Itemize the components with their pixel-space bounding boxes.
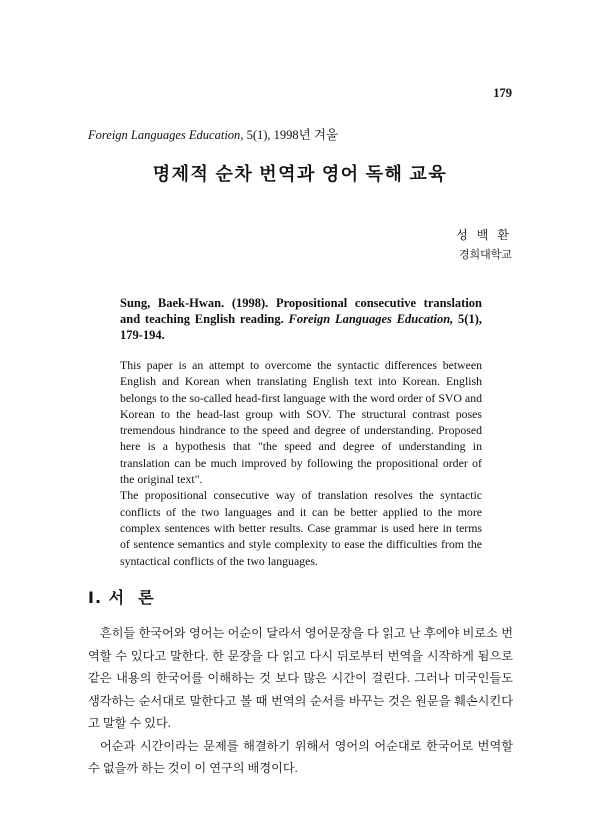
journal-name: Foreign Languages Education	[88, 128, 241, 142]
body-text	[88, 622, 513, 780]
paper-title: 명제적 순차 번역과 영어 독해 교육	[152, 164, 448, 184]
citation-journal: Foreign Languages Education,	[288, 312, 454, 326]
journal-volume-issue: , 5(1), 1998년 겨울	[240, 128, 338, 142]
section-title-part: 서	[108, 588, 139, 607]
section-title-part: 론	[138, 588, 155, 607]
abstract	[120, 357, 482, 569]
citation-prefix: Sung, Baek-Hwan. (1998). Propositional consecutive translation and teaching English reading.	[120, 296, 482, 326]
body-paragraph: 어순과 시간이라는 문제를 해결하기 위해서 영어의 어순대로 한국어로 번역할 수 없을까 하는 것이 이 연구의 배경이다.	[88, 738, 513, 775]
abstract-paragraph: This paper is an attempt to overcome the syntactic differences between English and Korean when translating English text into Korean. English belongs to the so-called head-first language with the word order of SVO and Korean to the head-last group with SOV. The structural contrast poses tremendous hindrance to the speed and degree of understanding. Proposed here is a hypothesis that "the speed and degree of understanding in translation can be much improved by following the propositional order of the original text".	[120, 358, 482, 487]
body-paragraph: 흔히들 한국어와 영어는 어순이 달라서 영어문장을 다 읽고 난 후에야 비로소 번역할 수 있다고 말한다. 한 문장을 다 읽고 다시 뒤로부터 번역을 시작하게 됨으로 같은 내용의 한국어를 이해하는 것 보다 많은 시간이 걸린다. 그러나 미국인들도 생각하는 순서대로 말한다고 볼 때 번역의 순서를 바꾸는 것은 원문을 훼손시킨다고 말할 수 있다.	[88, 626, 513, 730]
author-name: 성 백 환	[456, 228, 512, 242]
author-affiliation: 경희대학교	[458, 249, 512, 261]
section-number: I.	[88, 588, 103, 607]
citation-suffix: 5(1), 179-194.	[120, 312, 482, 342]
citation	[120, 295, 482, 343]
section-heading	[88, 585, 155, 608]
abstract-paragraph: The propositional consecutive way of translation resolves the syntactic conflicts of the two languages and it can be better applied to the more complex sentences with better results. Case grammar is used here in terms of sentence semantics and style complexity to ease the difficulties from the syntactical conflicts of the two languages.	[120, 488, 482, 568]
author-block	[456, 225, 512, 265]
page-number: 179	[493, 86, 512, 100]
journal-line	[88, 125, 338, 143]
